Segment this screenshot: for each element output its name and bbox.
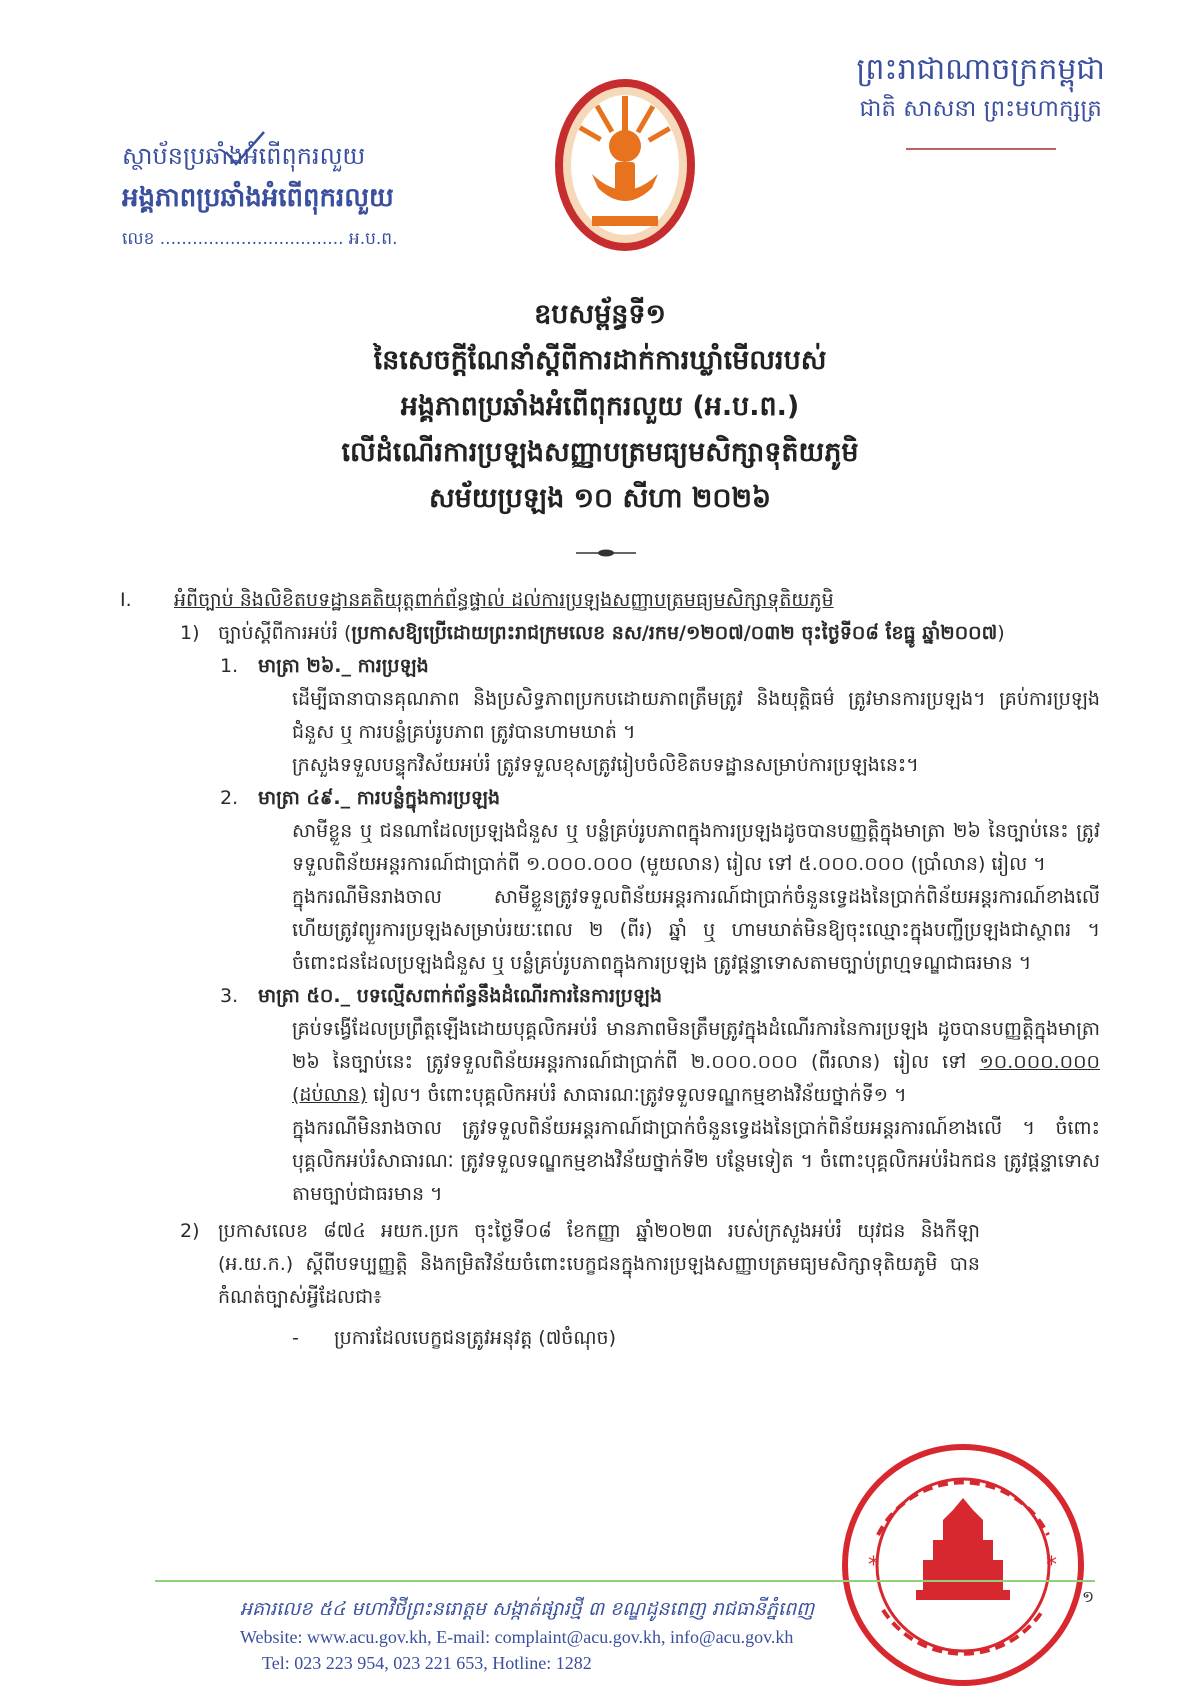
article-49 [220, 782, 1100, 815]
kingdom-motto: ជាតិ សាសនា ព្រះមហាក្សត្រ [859, 96, 1102, 122]
item-number: 2) [180, 1220, 200, 1242]
agency-institution: ស្ថាប័នប្រឆាំងអំពើពុករលួយ [122, 142, 366, 170]
acu-logo-icon [552, 76, 698, 254]
agency-header [122, 136, 398, 253]
article-26-paragraph-2: ក្រសួងទទួលបន្ទុកវិស័យអប់រំ ត្រូវទទួលខុសត្រូវរៀបចំលិខិតបទដ្ឋានសម្រាប់ការប្រឡងនេះ។ [292, 754, 919, 776]
bullet-text: ប្រការដែលបេក្ខជនត្រូវអនុវត្ត (៧ចំណុច) [334, 1327, 617, 1349]
document-title [0, 292, 1200, 522]
paragraph-part-b: រៀល។ ចំពោះបុគ្គលិកអប់រំ សាធារណៈត្រូវទទួលទណ្ឌកម្មខាងវិន័យថ្នាក់ទី១ ។ [367, 1084, 907, 1106]
item-number: 1) [180, 622, 200, 644]
header-ornament [906, 148, 1056, 150]
section-heading [120, 584, 1100, 617]
article-50-paragraph-1 [292, 1013, 1100, 1112]
item-text [218, 617, 1005, 650]
title-divider-icon [576, 548, 636, 558]
list-item-2 [180, 1215, 1100, 1314]
kingdom-title: ព្រះរាជាណាចក្រកម្ពុជា [856, 52, 1105, 87]
ref-suffix: អ.ប.ព. [348, 229, 398, 249]
bullet-item [292, 1322, 1100, 1355]
article-number: 3. [220, 985, 239, 1007]
article-49-paragraph-2: ក្នុងករណីមិនរាងចាល សាមីខ្លួនត្រូវទទួលពិន័យអន្តរការណ៍ជាប្រាក់ចំនួនទ្វេដងនៃប្រាក់ពិន័យអន្តរការណ៍ខាងលើ ហើយត្រូវព្យួរការប្រឡងសម្រាប់រយៈពេល ២ (ពីរ) ឆ្នាំ ឬ ហាមឃាត់មិនឱ្យចុះឈ្មោះក្នុងបញ្ជីប្រឡងជាស្ថាពរ ។ ចំពោះជនដែលប្រឡងជំនួស ឬ បន្លំគ្រប់រូបភាពក្នុងការប្រឡង ត្រូវផ្តន្ទាទោសតាមច្បាប់ព្រហ្មទណ្ឌជាធរមាន ។ [292, 886, 1100, 974]
article-number: 1. [220, 655, 239, 677]
article-26 [220, 650, 1100, 683]
title-line-2: នៃសេចក្តីណែនាំស្តីពីការដាក់ការឃ្លាំមើលរបស់ [373, 345, 827, 376]
svg-text:*: * [1046, 1553, 1057, 1578]
item-text-end: ) [997, 622, 1005, 644]
article-50 [220, 980, 1100, 1013]
title-line-5: សម័យប្រឡង ១០ សីហា ២០២៦ [428, 483, 772, 514]
title-line-1: ឧបសម្ព័ន្ធទី១ [534, 299, 666, 330]
page-number: ១ [1082, 1587, 1095, 1606]
footer-telephone: Tel: 023 223 954, 023 221 653, Hotline: 1282 [262, 1653, 592, 1673]
kingdom-header [856, 48, 1105, 150]
list-item-1 [180, 617, 1100, 650]
section-number: I. [120, 589, 132, 611]
item-text-plain: ច្បាប់ស្តីពីការអប់រំ ( [218, 622, 352, 644]
article-26-paragraph-1: ដើម្បីធានាបានគុណភាព និងប្រសិទ្ធភាពប្រកបដោយភាពត្រឹមត្រូវ និងយុត្តិធម៌ ត្រូវមានការប្រឡង។ គ្រប់ការប្រឡងជំនួស ឬ ការបន្លំគ្រប់រូបភាព ត្រូវបានហាមឃាត់ ។ [292, 688, 1100, 743]
item-text: ប្រកាសលេខ ៨៧៤ អយក.ប្រក ចុះថ្ងៃទី០៨ ខែកញ្ញា ឆ្នាំ២០២៣ របស់ក្រសួងអប់រំ យុវជន និងកីឡា (អ.យ.ក.) ស្តីពីបទប្បញ្ញត្តិ និងកម្រិតវិន័យចំពោះបេក្ខជនក្នុងការប្រឡងសញ្ញាបត្រមធ្យមសិក្សាទុតិយភូមិ បានកំណត់ច្បាស់អ្វីដែលជា៖ [218, 1220, 980, 1308]
document-body [120, 584, 1100, 1355]
agency-unit: អង្គភាពប្រឆាំងអំពើពុករលួយ [122, 183, 394, 213]
article-50-paragraph-2: ក្នុងករណីមិនរាងចាល ត្រូវទទួលពិន័យអន្តរកាណ៍ជាប្រាក់ចំនួនទ្វេដងនៃប្រាក់ពិន័យអន្តរការណ៍ខាងលើ ។ ចំពោះបុគ្គលិកអប់រំសាធារណៈ ត្រូវទទួលទណ្ឌកម្មខាងវិន័យថ្នាក់ទី២ បន្ថែមទៀត ។ ចំពោះបុគ្គលិកអប់រំឯកជន ត្រូវផ្តន្ទាទោសតាមច្បាប់ជាធរមាន ។ [292, 1117, 1100, 1205]
article-heading: មាត្រា ៥០._ បទល្មើសពាក់ព័ន្ធនឹងដំណើរការនៃការប្រឡង [258, 985, 663, 1007]
item-text-bold: ប្រកាសឱ្យប្រើដោយព្រះរាជក្រមលេខ នស/រកម/១២០៧/០៣២ ចុះថ្ងៃទី០៨ ខែធ្នូ ឆ្នាំ២០០៧ [351, 622, 998, 644]
paragraph-part-a: គ្រប់ទង្វើដែលប្រព្រឹត្តឡើងដោយបុគ្គលិកអប់រំ មានភាពមិនត្រឹមត្រូវក្នុងដំណើរការនៃការប្រឡង ដូចបានបញ្ញត្តិក្នុងមាត្រា ២៦ នៃច្បាប់នេះ ត្រូវទទួលពិន័យអន្តរការណ៍ជាប្រាក់ពី ២.០០០.០០០ (ពីរលាន) រៀល ទៅ [292, 1018, 1100, 1073]
svg-text:*: * [868, 1553, 879, 1578]
footer-rule [155, 1580, 1095, 1582]
article-heading: មាត្រា ២៦._ ការប្រឡង [258, 655, 429, 677]
article-49-paragraph-1: សាមីខ្លួន ឬ ជនណាដែលប្រឡងជំនួស ឬ បន្លំគ្រប់រូបភាពក្នុងការប្រឡងដូចបានបញ្ញត្តិក្នុងមាត្រា ២៦ នៃច្បាប់នេះ ត្រូវទទួលពិន័យអន្តរការណ៍ជាប្រាក់ពី ១.០០០.០០០ (មួយលាន) រៀល ទៅ ៥.០០០.០០០ (ប្រាំលាន) រៀល ។ [292, 820, 1100, 875]
reference-number [122, 228, 398, 253]
footer-address: អគារលេខ ៥៤ មហាវិថីព្រះនរោត្តម សង្កាត់ផ្សារថ្មី ៣ ខណ្ឌដូនពេញ រាជធានីភ្នំពេញ [240, 1598, 815, 1620]
ref-label: លេខ [122, 229, 155, 249]
checkmark-icon [222, 130, 268, 170]
title-line-4: លើដំណើរការប្រឡងសញ្ញាបត្រមធ្យមសិក្សាទុតិយភូមិ [341, 437, 859, 468]
footer [240, 1594, 1040, 1676]
article-number: 2. [220, 787, 239, 809]
footer-website: Website: www.acu.gov.kh, E-mail: complaint@acu.gov.kh, info@acu.gov.kh [240, 1627, 794, 1647]
bullet-dash: - [292, 1327, 299, 1349]
paragraph-underlined: ១០.០០០.០០០ (ដប់លាន) [292, 1051, 1100, 1106]
section-title: អំពីច្បាប់ និងលិខិតបទដ្ឋានគតិយុត្តពាក់ព័ន្ធផ្ទាល់ ដល់ការប្រឡងសញ្ញាបត្រមធ្យមសិក្សាទុតិយភូមិ [174, 589, 834, 611]
article-heading: មាត្រា ៤៩._ ការបន្លំក្នុងការប្រឡង [258, 787, 501, 809]
title-line-3: អង្គភាពប្រឆាំងអំពើពុករលួយ (អ.ប.ព.) [400, 391, 800, 422]
ref-dots: .................................. [159, 229, 344, 249]
